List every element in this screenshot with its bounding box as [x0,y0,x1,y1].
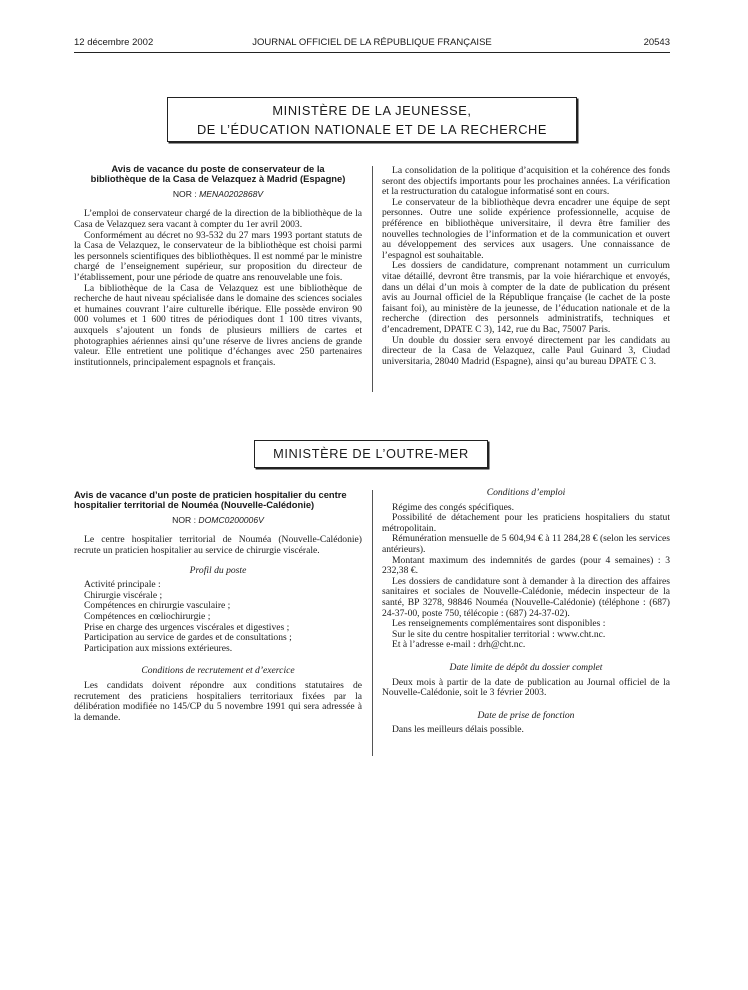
article1-right-column [382,166,670,367]
profil-item: Prise en charge des urgences viscérales et digestives ; [84,621,290,633]
profil-list [74,580,362,654]
article1-right-paragraph: Les dossiers de candidature, comprenant notamment un curriculum vitae détaillé, devront être transmis, par la voie hiérarchique et envoyés, dans un délai d’un mois à compter de la date de publication du présent avis au Journal officiel de la République française (le cachet de la poste faisant foi), au ministère de la jeunesse, de l’éducation nationale et de la recherche (direction des personnels administratifs, techniques et d’encadrement, DPATE C 3), 142, rue du Bac, 75007 Paris. [382,260,670,335]
article2-left-column [74,490,362,723]
article1-title: Avis de vacance du poste de conservateur de la bibliothèque de la Casa de Velazquez à Madrid (Espagne) [90,163,346,185]
running-header [74,36,670,50]
column-separator [372,490,373,756]
emploi-paragraph: Régime des congés spécifiques. [392,501,515,513]
profil-item: Activité principale : [84,579,161,591]
profil-heading: Profil du poste [189,564,247,576]
column-separator [372,166,373,392]
article2-intro: Le centre hospitalier territorial de Nouméa (Nouvelle-Calédonie) recrute un praticien hospitalier au service de chirurgie viscérale. [74,534,362,556]
article1-left-paragraph: L’emploi de conservateur chargé de la direction de la bibliothèque de la Casa de Velazquez sera vacant à compter du 1er avril 2003. [74,208,362,230]
article2-right-column [382,488,670,736]
fonction-text: Dans les meilleurs délais possible. [392,724,524,736]
ministry-education-box [167,97,577,142]
header-rule [74,52,670,53]
profil-item: Chirurgie viscérale ; [84,589,163,601]
article2-nor-code: DOMC0200006V [198,514,264,525]
article1-left-paragraph: Conformément au décret no 93-532 du 27 mars 1993 portant statuts de la Casa de Velazquez, le conservateur de la bibliothèque est choisi parmi les personnels scientifiques des bibliothèques. Il est nommé par le ministre chargé de l’enseignement supérieur, sur proposition du directeur de l’établissement, pour une période de quatre ans renouvelable une fois. [74,229,362,283]
emploi-paragraph: Sur le site du centre hospitalier territorial : www.cht.nc. [392,628,606,640]
conditions-text: Les candidats doivent répondre aux conditions statutaires de recrutement des praticiens hospitaliers territoriaux fixées par la délibération modifiée no 145/CP du 5 novembre 1991 qui sera adressée à la demande. [74,679,362,723]
ministry-outremer-title: MINISTÈRE DE L’OUTRE-MER [273,446,469,461]
ministry-education-line1: MINISTÈRE DE LA JEUNESSE, [272,103,472,118]
article1-nor-code: MENA0202868V [199,188,264,199]
profil-item: Compétences en chirurgie vasculaire ; [84,600,231,612]
article2-nor-label: NOR : [172,514,197,525]
page-number: 20543 [643,37,670,48]
emploi-paragraph: Les dossiers de candidature sont à demander à la direction des affaires sanitaires et sociales de Nouvelle-Calédonie, médecin inspecteur de la santé, BP 3278, 98846 Nouméa (Nouvelle-Calédonie) (téléphone : (687) 24-37-00, poste 750, télécopie : (687) 24-37-02). [382,575,670,619]
article1-right-paragraph: La consolidation de la politique d’acquisition et la cohérence des fonds seront des objectifs importants pour les prochaines années. La vérification et la restructuration du catalogue informatisé sont en cours. [382,165,670,198]
ministry-education-line2: DE L’ÉDUCATION NATIONALE ET DE LA RECHERCHE [196,122,548,137]
article2-nor [74,515,362,526]
journal-title: JOURNAL OFFICIEL DE LA RÉPUBLIQUE FRANÇAISE [252,37,492,48]
article1-nor [74,189,362,200]
emploi-paragraph: Les renseignements complémentaires sont disponibles : [392,618,606,630]
article1-left-paragraph: La bibliothèque de la Casa de Velazquez est une bibliothèque de recherche de haut niveau spécialisée dans le domaine des sciences sociales et humaines couvrant l’aire culturelle ibérique. Elle possède environ 90 000 volumes et 1 600 titres de périodiques dont 1 100 titres vivants, auxquels s’ajoutent un fonds de plusieurs milliers de cartes et photographies aériennes ainsi qu’une réserve de livres anciens de grande valeur. Elle entretient une politique d’échanges avec 250 partenaires institutionnels, principalement espagnols et français. [74,282,362,368]
emploi-paragraph: Possibilité de détachement pour les praticiens hospitaliers du statut métropolitain. [382,512,670,534]
emploi-paragraph: Et à l’adresse e-mail : drh@cht.nc. [392,639,526,651]
article1-nor-label: NOR : [172,188,197,199]
article2-title: Avis de vacance d’un poste de praticien hospitalier du centre hospitalier territorial de Nouméa (Nouvelle-Calédonie) [74,489,347,511]
issue-date: 12 décembre 2002 [74,37,154,48]
profil-item: Compétences en cœliochirurgie ; [84,610,211,622]
conditions-heading: Conditions de recrutement et d’exercice [141,665,295,677]
article1-right-paragraph: Un double du dossier sera envoyé directement par les candidats au directeur de la Casa de Velazquez, calle Paul Guinard 3, Ciudad universitaria, 28040 Madrid (Espagne), ainsi qu’au bureau DPATE C 3. [382,334,670,367]
article1-right-paragraph: Le conservateur de la bibliothèque devra encadrer une équipe de sept personnes. Outre une solide expérience professionnelle, acquise de préférence en bibliothèque universitaire, il devra être familier des nouvelles technologies de l’information et de la communication et ouvert au développement des services aux usagers. Une connaissance de l’espagnol est souhaitable. [382,196,670,261]
emploi-paragraph: Rémunération mensuelle de 5 604,94 € à 11 284,28 € (selon les services antérieurs). [382,533,670,555]
profil-item: Participation au service de gardes et de consultations ; [84,632,292,644]
emploi-heading: Conditions d’emploi [486,487,566,498]
profil-item: Participation aux missions extérieures. [84,642,233,654]
depot-heading: Date limite de dépôt du dossier complet [449,661,603,673]
fonction-heading: Date de prise de fonction [477,709,575,721]
ministry-outremer-box [254,440,488,468]
depot-text: Deux mois à partir de la date de publication au Journal officiel de la Nouvelle-Calédonie, soit le 3 février 2003. [382,676,670,699]
emploi-paragraph: Montant maximum des indemnités de gardes (pour 4 semaines) : 3 232,38 €. [382,554,670,577]
article1-left-column [74,164,362,368]
